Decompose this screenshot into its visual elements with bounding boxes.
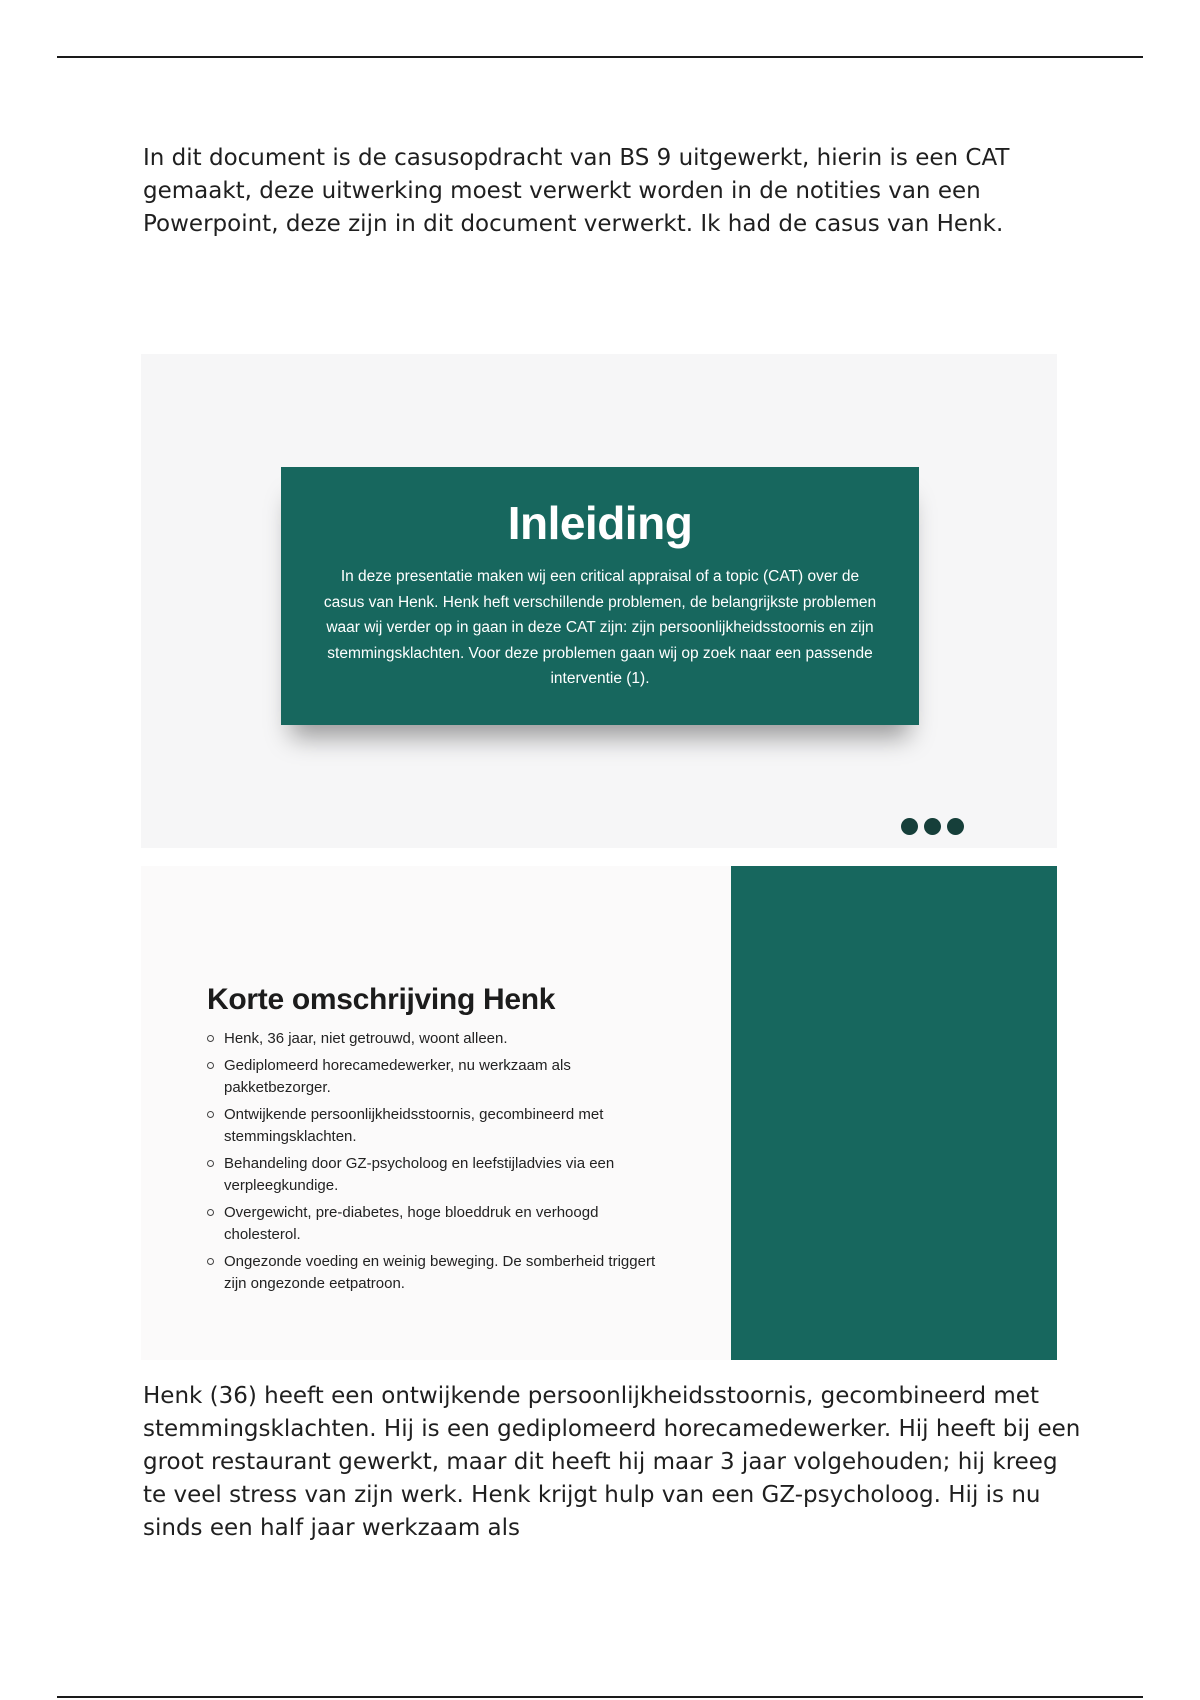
- list-item: [207, 1153, 677, 1197]
- footer-rule: [57, 1696, 1143, 1698]
- list-item-text: Henk, 36 jaar, niet getrouwd, woont alleen.: [224, 1030, 508, 1047]
- list-item-text: Ongezonde voeding en weinig beweging. De somberheid triggert zijn ongezonde eetpatroon.: [224, 1253, 656, 1292]
- bullet-list: [207, 1028, 677, 1300]
- inleiding-card: [281, 467, 919, 725]
- intro-paragraph: In dit document is de casusopdracht van BS 9 uitgewerkt, hierin is een CAT gemaakt, deze uitwerking moest verwerkt worden in de notities van een Powerpoint, deze zijn in dit document verwerkt. Ik had de casus van Henk.: [143, 145, 1010, 237]
- slide-title: Inleiding: [507, 497, 693, 549]
- list-item: [207, 1028, 677, 1050]
- circle-bullet-icon: [207, 1209, 214, 1216]
- decorative-dots: [901, 818, 964, 836]
- list-item-text: Gediplomeerd horecamedewerker, nu werkzaam als pakketbezorger.: [224, 1057, 571, 1096]
- circle-bullet-icon: [207, 1062, 214, 1069]
- circle-bullet-icon: [207, 1160, 214, 1167]
- circle-bullet-icon: [207, 1035, 214, 1042]
- list-item: [207, 1104, 677, 1148]
- dot-icon: [947, 818, 964, 835]
- list-item: [207, 1251, 677, 1295]
- list-item: [207, 1055, 677, 1099]
- slide-korte-omschrijving: [141, 866, 1057, 1360]
- list-item-text: Ontwijkende persoonlijkheidsstoornis, gecombineerd met stemmingsklachten.: [224, 1106, 604, 1145]
- list-item-text: Behandeling door GZ-psycholoog en leefstijladvies via een verpleegkundige.: [224, 1155, 615, 1194]
- list-item-text: Overgewicht, pre-diabetes, hoge bloeddruk en verhoogd cholesterol.: [224, 1204, 599, 1243]
- dot-icon: [901, 818, 918, 835]
- header-rule: [57, 56, 1143, 58]
- slide-inleiding: [141, 354, 1057, 848]
- body-paragraph: Henk (36) heeft een ontwijkende persoonlijkheidsstoornis, gecombineerd met stemmingsklachten. Hij is een gediplomeerd horecamedewerker. Hij heeft bij een groot restaurant gewerkt, maar dit heeft hij maar 3 jaar volgehouden; hij kreeg te veel stress van zijn werk. Henk krijgt hulp van een GZ-psycholoog. Hij is nu sinds een half jaar werkzaam als: [143, 1383, 1081, 1541]
- slide-title: Korte omschrijving Henk: [207, 983, 556, 1016]
- dot-icon: [924, 818, 941, 835]
- green-side-panel: [731, 866, 1057, 1360]
- circle-bullet-icon: [207, 1258, 214, 1265]
- circle-bullet-icon: [207, 1111, 214, 1118]
- list-item: [207, 1202, 677, 1246]
- slide-text: In deze presentatie maken wij een critical appraisal of a topic (CAT) over de casus van Henk. Henk heft verschillende problemen, de belangrijkste problemen waar wij verder op in gaan in deze CAT zijn: zijn persoonlijkheidsstoornis en zijn stemmingsklachten. Voor deze problemen gaan wij op zoek naar een passende interventie (1).: [323, 568, 877, 687]
